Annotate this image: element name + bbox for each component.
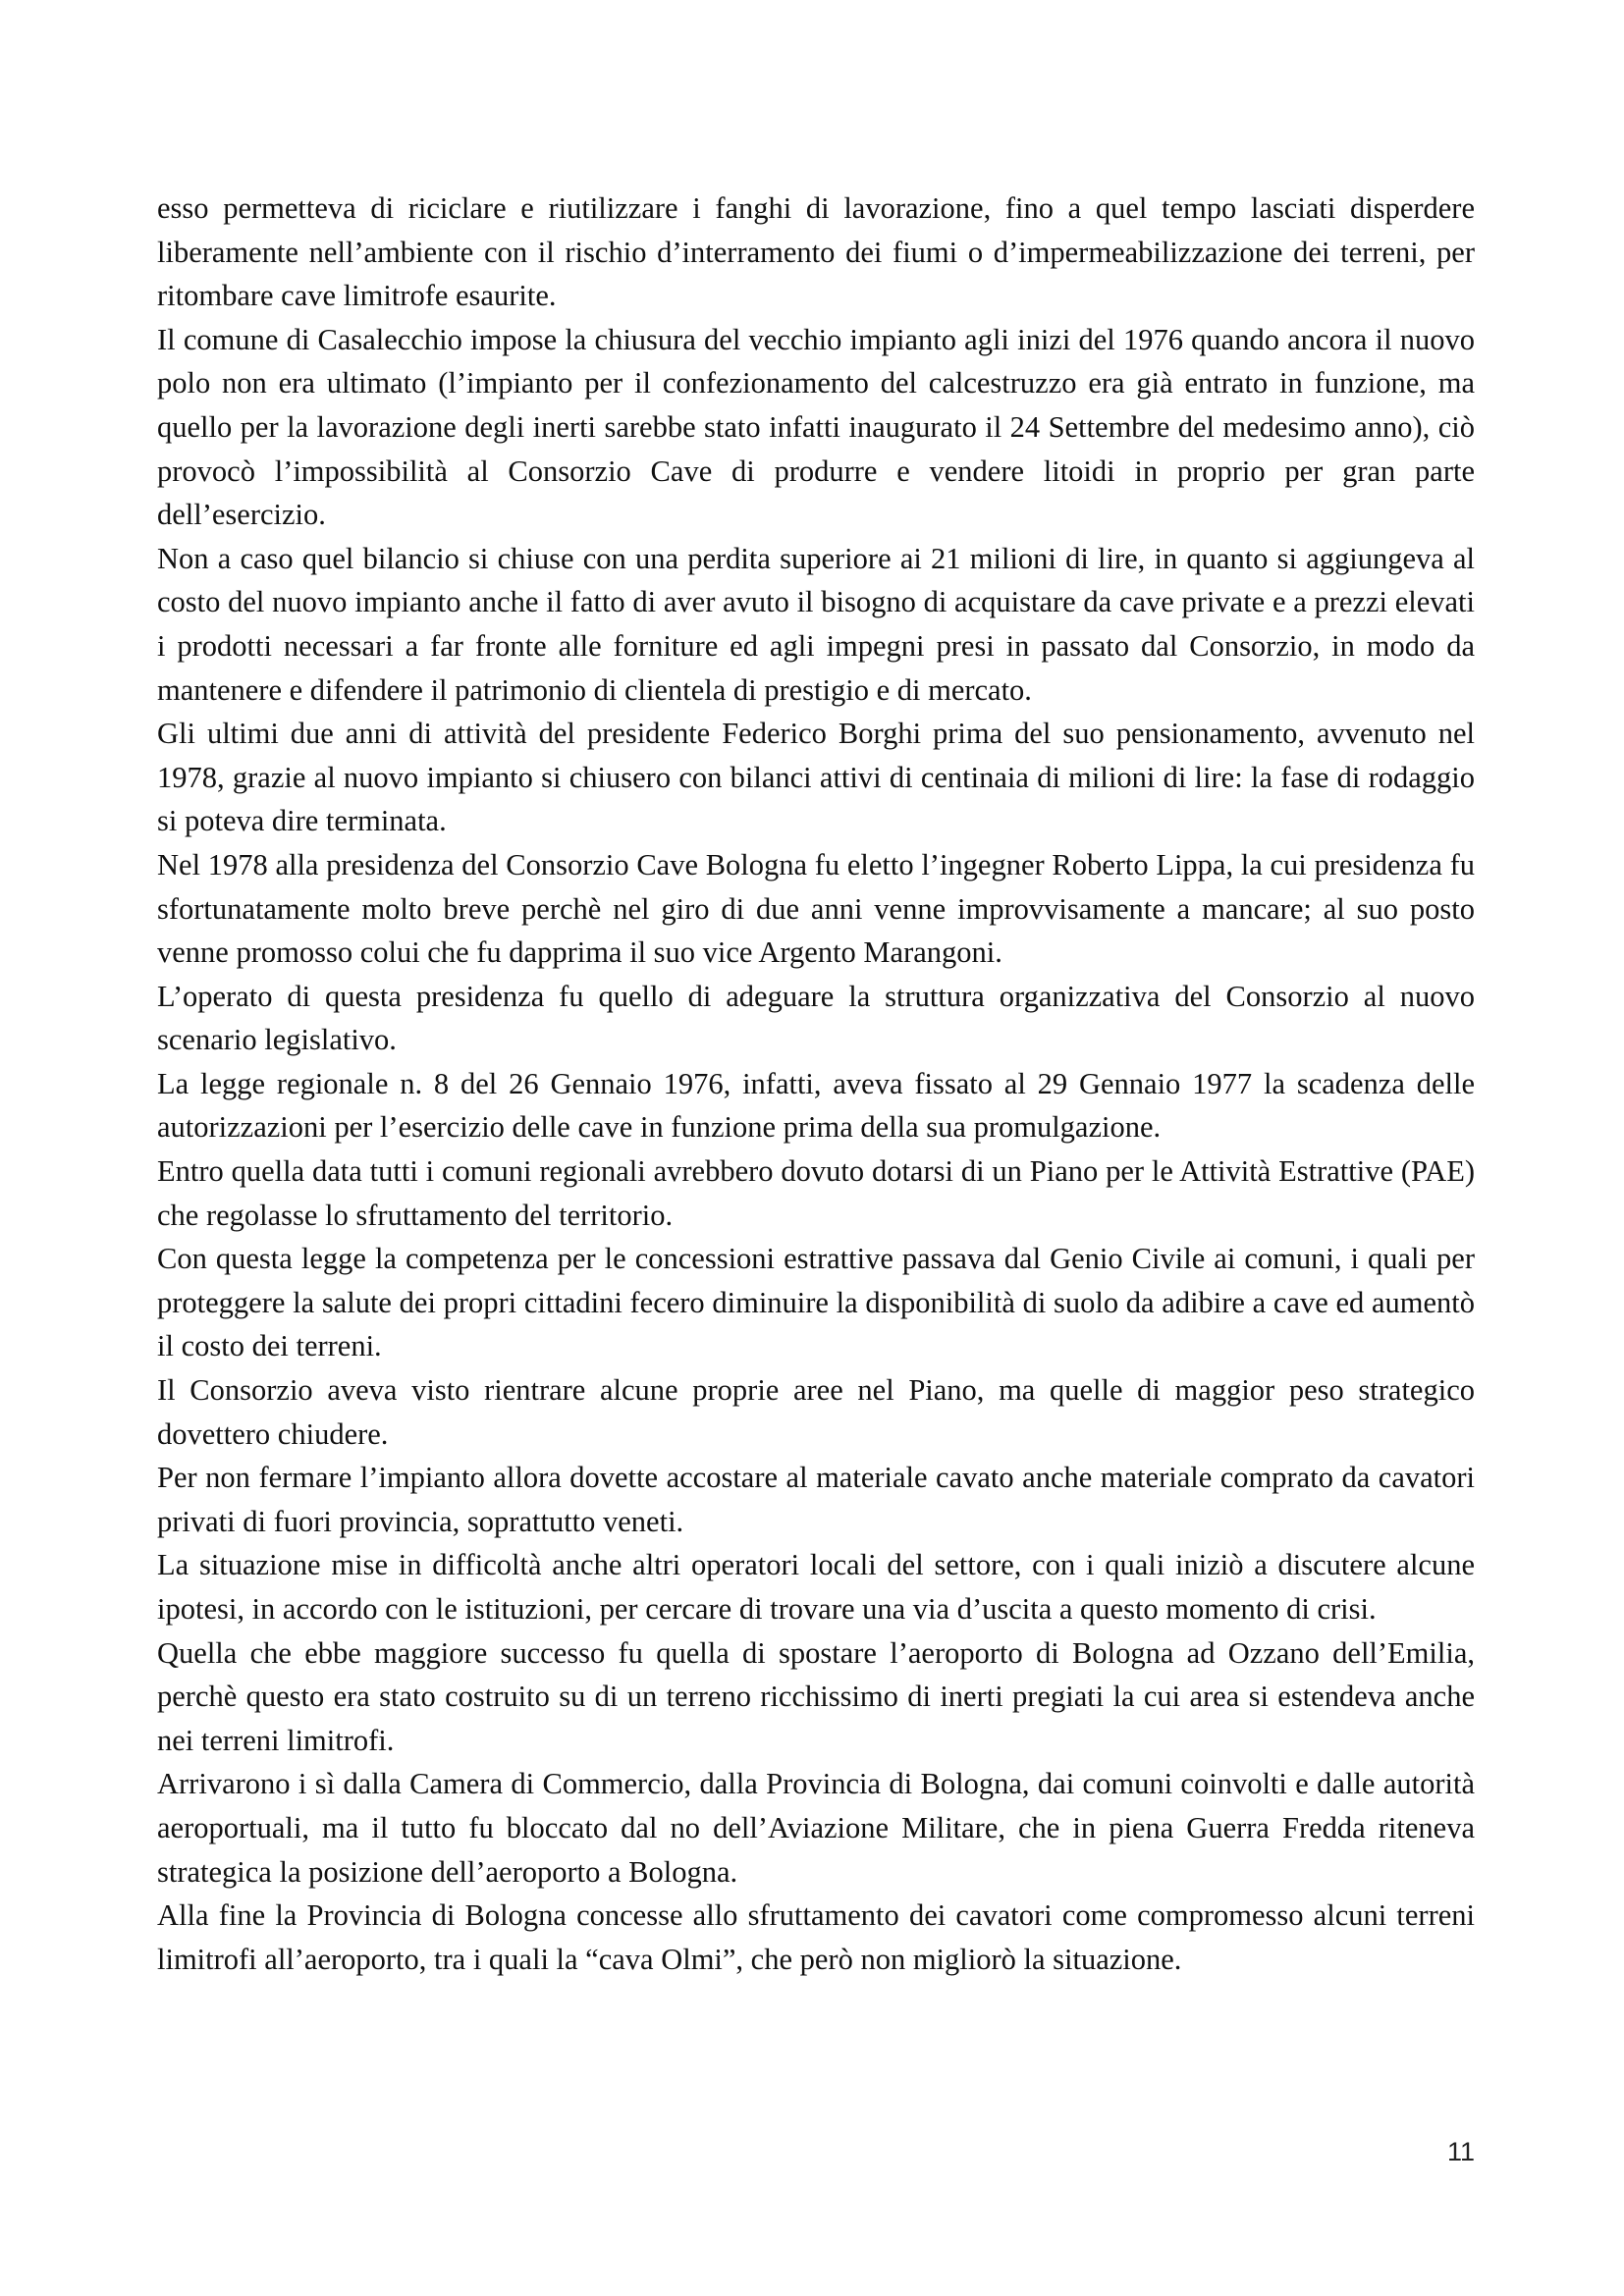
paragraph-9: Con questa legge la competenza per le concessioni estrattive passava dal Genio Civile ai comuni, i quali per proteggere la salute dei propri cittadini fecero diminuire la disponibilità di suolo da adibire a cave ed aumentò il costo dei terreni. bbox=[157, 1242, 1475, 1363]
paragraph-6: L’operato di questa presidenza fu quello di adeguare la struttura organizzativa del Consorzio al nuovo scenario legislativo. bbox=[157, 979, 1475, 1057]
paragraph-14: Arrivarono i sì dalla Camera di Commercio, dalla Provincia di Bologna, dai comuni coinvolti e dalle autorità aeroportuali, ma il tutto fu bloccato dal no dell’Aviazione Militare, che in piena Guerra Fredda riteneva strategica la posizione dell’aeroporto a Bologna. bbox=[157, 1767, 1475, 1889]
body-text bbox=[157, 187, 1475, 1981]
paragraph-3: Non a caso quel bilancio si chiuse con una perdita superiore ai 21 milioni di lire, in quanto si aggiungeva al costo del nuovo impianto anche il fatto di aver avuto il bisogno di acquistare da cave private e a prezzi elevati i prodotti necessari a far fronte alle forniture ed agli impegni presi in passato dal Consorzio, in modo da mantenere e difendere il patrimonio di clientela di prestigio e di mercato. bbox=[157, 541, 1475, 707]
paragraph-7: La legge regionale n. 8 del 26 Gennaio 1976, infatti, aveva fissato al 29 Gennaio 1977 la scadenza delle autorizzazioni per l’esercizio delle cave in funzione prima della sua promulgazione. bbox=[157, 1066, 1475, 1145]
paragraph-5: Nel 1978 alla presidenza del Consorzio Cave Bologna fu eletto l’ingegner Roberto Lippa, la cui presidenza fu sfortunatamente molto breve perchè nel giro di due anni venne improvvisamente a mancare; al suo posto venne promosso colui che fu dapprima il suo vice Argento Marangoni. bbox=[157, 847, 1475, 970]
paragraph-10: Il Consorzio aveva visto rientrare alcune proprie aree nel Piano, ma quelle di maggior peso strategico dovettero chiudere. bbox=[157, 1373, 1475, 1451]
paragraph-1: esso permetteva di riciclare e riutilizzare i fanghi di lavorazione, fino a quel tempo lasciati disperdere liberamente nell’ambiente con il rischio d’interramento dei fiumi o d’impermeabilizzazione dei terreni, per ritombare cave limitrofe esaurite. bbox=[157, 191, 1475, 313]
paragraph-11: Per non fermare l’impianto allora dovette accostare al materiale cavato anche materiale comprato da cavatori privati di fuori provincia, soprattutto veneti. bbox=[157, 1461, 1475, 1538]
paragraph-15: Alla fine la Provincia di Bologna concesse allo sfruttamento dei cavatori come compromesso alcuni terreni limitrofi all’aeroporto, tra i quali la “cava Olmi”, che però non migliorò la situazione. bbox=[157, 1898, 1475, 1976]
paragraph-12: La situazione mise in difficoltà anche altri operatori locali del settore, con i quali iniziò a discutere alcune ipotesi, in accordo con le istituzioni, per cercare di trovare una via d’uscita a questo momento di crisi. bbox=[157, 1548, 1475, 1626]
page-number: 11 bbox=[1446, 2137, 1475, 2166]
paragraph-2: Il comune di Casalecchio impose la chiusura del vecchio impianto agli inizi del 1976 quando ancora il nuovo polo non era ultimato (l’impianto per il confezionamento del calcestruzzo era già entrato in funzione, ma quello per la lavorazione degli inerti sarebbe stato infatti inaugurato il 24 Settembre del medesimo anno), ciò provocò l’impossibilità al Consorzio Cave di produrre e vendere litoidi in proprio per gran parte dell’esercizio. bbox=[157, 322, 1475, 532]
paragraph-4: Gli ultimi due anni di attività del presidente Federico Borghi prima del suo pensionamento, avvenuto nel 1978, grazie al nuovo impianto si chiusero con bilanci attivi di centinaia di milioni di lire: la fase di rodaggio si poteva dire terminata. bbox=[157, 717, 1475, 838]
paragraph-8: Entro quella data tutti i comuni regionali avrebbero dovuto dotarsi di un Piano per le Attività Estrattive (PAE) che regolasse lo sfruttamento del territorio. bbox=[157, 1154, 1475, 1232]
paragraph-13: Quella che ebbe maggiore successo fu quella di spostare l’aeroporto di Bologna ad Ozzano dell’Emilia, perchè questo era stato costruito su di un terreno ricchissimo di inerti pregiati la cui area si estendeva anche nei terreni limitrofi. bbox=[157, 1635, 1475, 1757]
